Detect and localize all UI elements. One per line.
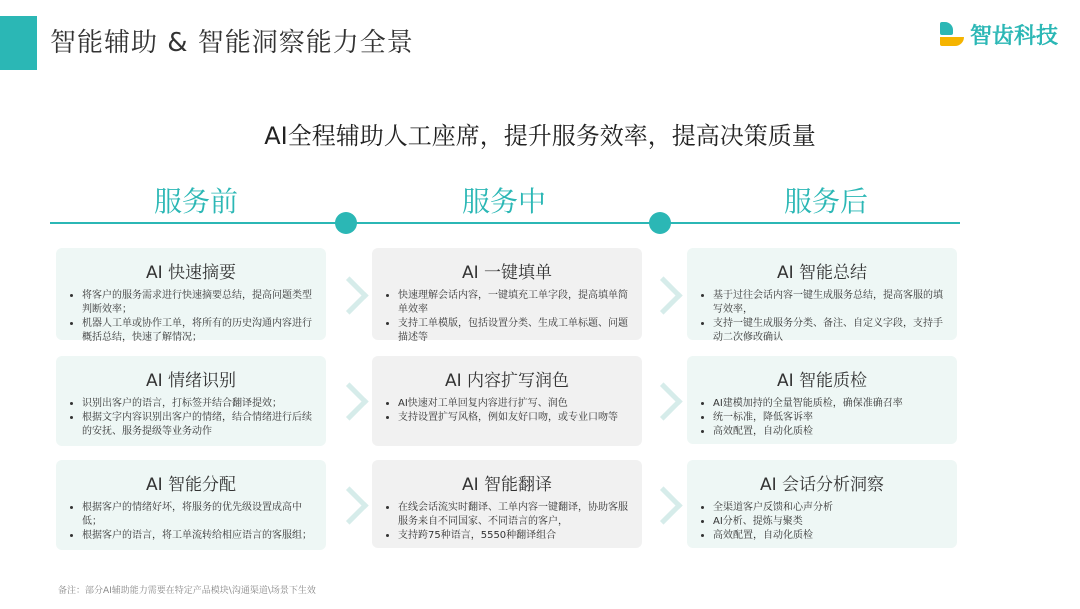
page-title: 智能辅助 & 智能洞察能力全景	[50, 28, 414, 58]
card-ai-translate	[372, 460, 642, 548]
card-item: • 高效配置，自动化质检	[713, 425, 945, 439]
card-item: • AI快速对工单回复内容进行扩写、润色	[398, 397, 630, 411]
card-title: AI 智能翻译	[461, 475, 553, 495]
card-title: AI 智能分配	[145, 475, 237, 495]
title-accent-bar	[0, 16, 37, 70]
card-item: • 将客户的服务需求进行快速摘要总结，提高问题类型判断效率；	[82, 289, 314, 317]
card-item: • AI建模加持的全量智能质检，确保准确召率	[713, 397, 945, 411]
chevron-right-icon	[330, 382, 368, 420]
card-title: AI 情绪识别	[145, 371, 237, 391]
card-item: • 全渠道客户反馈和心声分析	[713, 501, 945, 515]
card-item: • 识别出客户的语言，打标签并结合翻译提效；	[82, 397, 314, 411]
timeline-dot	[649, 212, 671, 234]
chevron-right-icon	[330, 276, 368, 314]
footnote: 备注：部分AI辅助能力需要在特定产品模块\沟通渠道\场景下生效	[58, 586, 316, 596]
card-ai-qa	[687, 356, 957, 444]
phase-after: 服务后	[783, 185, 868, 218]
card-item: • 支持设置扩写风格，例如友好口吻，或专业口吻等	[398, 411, 630, 425]
brand-mark-icon	[940, 22, 964, 46]
brand-name: 智齿科技	[969, 23, 1058, 49]
brand-logo	[940, 14, 1058, 54]
card-ai-summary	[56, 248, 326, 343]
card-ai-emotion	[56, 356, 326, 446]
card-ai-assign	[56, 460, 326, 550]
chevron-right-icon	[644, 486, 682, 524]
card-item: • 支持工单模版，包括设置分类、生成工单标题、问题描述等	[398, 317, 630, 345]
card-item: • 根据客户的语言，将工单流转给相应语言的客服组；	[82, 529, 314, 543]
timeline-dot	[335, 212, 357, 234]
card-ai-polish	[372, 356, 642, 446]
card-title: AI 一键填单	[461, 263, 553, 283]
chevron-right-icon	[644, 276, 682, 314]
card-ai-insight	[687, 460, 957, 548]
card-item: • 基于过往会话内容一键生成服务总结，提高客服的填写效率，	[713, 289, 945, 317]
chevron-right-icon	[644, 382, 682, 420]
card-item: • 支持一键生成服务分类、备注、自定义字段，支持手动二次修改确认	[713, 317, 945, 345]
card-ai-summarize	[687, 248, 957, 343]
phase-during: 服务中	[461, 185, 546, 218]
card-title: AI 内容扩写润色	[444, 371, 570, 391]
card-item: • AI分析、提炼与聚类	[713, 515, 945, 529]
chevron-right-icon	[330, 486, 368, 524]
phase-before: 服务前	[153, 185, 238, 218]
card-item: • 在线会话流实时翻译、工单内容一键翻译，协助客服服务来自不同国家、不同语言的客户，	[398, 501, 630, 529]
card-item: • 支持跨75种语言，5550种翻译组合	[398, 529, 630, 543]
card-item: • 快速理解会话内容，一键填充工单字段，提高填单简单效率	[398, 289, 630, 317]
card-title: AI 会话分析洞察	[759, 475, 885, 495]
card-item: • 根据客户的情绪好坏，将服务的优先级设置成高中低；	[82, 501, 314, 529]
card-item: • 统一标准，降低客诉率	[713, 411, 945, 425]
timeline-line	[50, 222, 960, 224]
headline: AI全程辅助人工座席，提升服务效率，提高决策质量	[264, 122, 816, 150]
card-item: • 高效配置，自动化质检	[713, 529, 945, 543]
card-item: • 根据文字内容识别出客户的情绪，结合情绪进行后续的安抚、服务提级等业务动作	[82, 411, 314, 439]
card-title: AI 智能质检	[776, 371, 868, 391]
card-title: AI 快速摘要	[145, 263, 237, 283]
card-item: • 机器人工单或协作工单，将所有的历史沟通内容进行概括总结，快速了解情况；	[82, 317, 314, 345]
card-title: AI 智能总结	[776, 263, 868, 283]
card-ai-fill-ticket	[372, 248, 642, 343]
